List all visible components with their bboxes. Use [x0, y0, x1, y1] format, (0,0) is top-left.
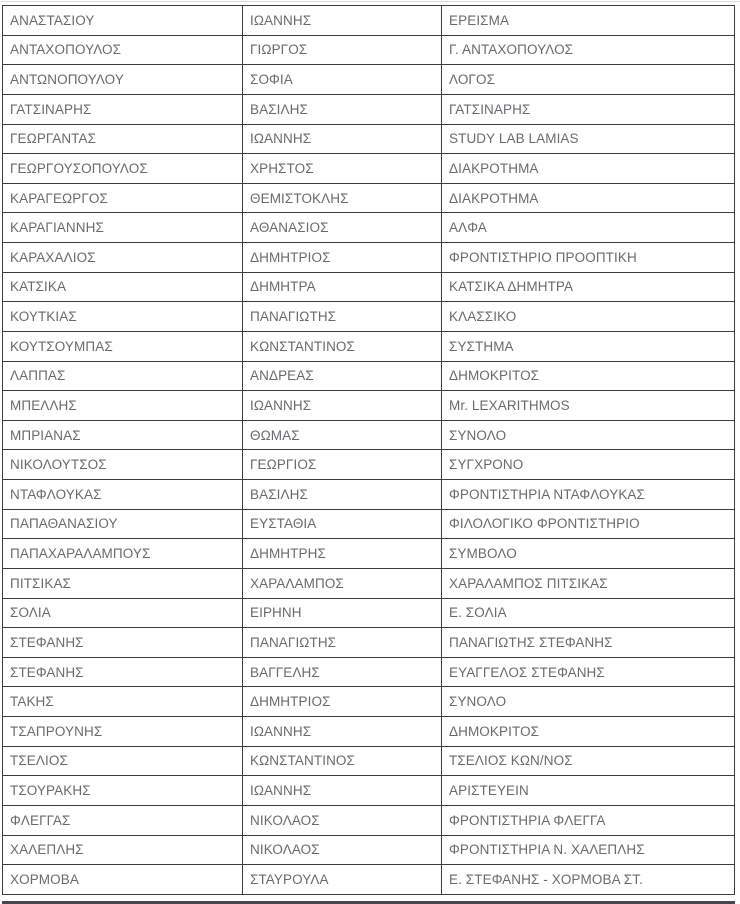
surname-cell: ΝΤΑΦΛΟΥΚΑΣ: [3, 480, 243, 510]
first-name-cell: ΔΗΜΗΤΡΗΣ: [243, 539, 442, 569]
first-name-cell: ΔΗΜΗΤΡΑ: [243, 272, 442, 302]
table-row: [3, 717, 735, 747]
first-name-cell: ΧΑΡΑΛΑΜΠΟΣ: [243, 568, 442, 598]
first-name-cell: ΝΙΚΟΛΑΟΣ: [243, 805, 442, 835]
school-name-cell: ΦΙΛΟΛΟΓΙΚΟ ΦΡΟΝΤΙΣΤΗΡΙΟ: [442, 509, 735, 539]
table-row: [3, 391, 735, 421]
table-row: [3, 539, 735, 569]
table-row: [3, 420, 735, 450]
surname-cell: ΜΠΕΛΛΗΣ: [3, 391, 243, 421]
first-name-cell: ΝΙΚΟΛΑΟΣ: [243, 835, 442, 865]
surname-cell: ΛΑΠΠΑΣ: [3, 361, 243, 391]
school-name-cell: ΓΑΤΣΙΝΑΡΗΣ: [442, 94, 735, 124]
surname-cell: ΣΤΕΦΑΝΗΣ: [3, 628, 243, 658]
table-row: [3, 835, 735, 865]
first-name-cell: ΙΩΑΝΝΗΣ: [243, 124, 442, 154]
first-name-cell: ΒΑΣΙΛΗΣ: [243, 94, 442, 124]
first-name-cell: ΧΡΗΣΤΟΣ: [243, 154, 442, 184]
surname-cell: ΚΑΡΑΧΑΛΙΟΣ: [3, 243, 243, 273]
school-name-cell: Mr. LEXARITHMOS: [442, 391, 735, 421]
first-name-cell: ΒΑΓΓΕΛΗΣ: [243, 657, 442, 687]
school-name-cell: ΕΡΕΙΣΜΑ: [442, 6, 735, 36]
surname-cell: ΓΕΩΡΓΑΝΤΑΣ: [3, 124, 243, 154]
school-name-cell: ΣΥΝΟΛΟ: [442, 420, 735, 450]
surname-cell: ΠΑΠΑΧΑΡΑΛΑΜΠΟΥΣ: [3, 539, 243, 569]
surname-cell: ΜΠΡΙΑΝΑΣ: [3, 420, 243, 450]
surname-cell: ΤΣΟΥΡΑΚΗΣ: [3, 776, 243, 806]
school-name-cell: ΔΗΜΟΚΡΙΤΟΣ: [442, 361, 735, 391]
table-row: [3, 598, 735, 628]
surname-cell: ΧΑΛΕΠΛΗΣ: [3, 835, 243, 865]
table-row: [3, 331, 735, 361]
surname-cell: ΝΙΚΟΛΟΥΤΣΟΣ: [3, 450, 243, 480]
school-name-cell: ΦΡΟΝΤΙΣΤΗΡΙΑ ΝΤΑΦΛΟΥΚΑΣ: [442, 480, 735, 510]
first-name-cell: ΘΩΜΑΣ: [243, 420, 442, 450]
first-name-cell: ΣΟΦΙΑ: [243, 65, 442, 95]
school-name-cell: ΦΡΟΝΤΙΣΤΗΡΙΟ ΠΡΟΟΠΤΙΚΗ: [442, 243, 735, 273]
surname-cell: ΚΑΡΑΓΕΩΡΓΟΣ: [3, 183, 243, 213]
first-name-cell: ΙΩΑΝΝΗΣ: [243, 717, 442, 747]
table-row: [3, 183, 735, 213]
first-name-cell: ΚΩΝΣΤΑΝΤΙΝΟΣ: [243, 746, 442, 776]
school-name-cell: ΦΡΟΝΤΙΣΤΗΡΙΑ Ν. ΧΑΛΕΠΛΗΣ: [442, 835, 735, 865]
first-name-cell: ΙΩΑΝΝΗΣ: [243, 776, 442, 806]
first-name-cell: ΓΕΩΡΓΙΟΣ: [243, 450, 442, 480]
members-table: [2, 5, 735, 895]
school-name-cell: Ε. ΣΟΛΙΑ: [442, 598, 735, 628]
table-row: [3, 776, 735, 806]
school-name-cell: Ε. ΣΤΕΦΑΝΗΣ - ΧΟΡΜΟΒΑ ΣΤ.: [442, 865, 735, 895]
first-name-cell: ΓΙΩΡΓΟΣ: [243, 35, 442, 65]
surname-cell: ΤΑΚΗΣ: [3, 687, 243, 717]
first-name-cell: ΙΩΑΝΝΗΣ: [243, 6, 442, 36]
first-name-cell: ΚΩΝΣΤΑΝΤΙΝΟΣ: [243, 331, 442, 361]
table-row: [3, 65, 735, 95]
school-name-cell: ΔΙΑΚΡΟΤΗΜΑ: [442, 154, 735, 184]
school-name-cell: ΚΑΤΣΙΚΑ ΔΗΜΗΤΡΑ: [442, 272, 735, 302]
surname-cell: ΚΟΥΤΣΟΥΜΠΑΣ: [3, 331, 243, 361]
table-row: [3, 628, 735, 658]
table-row: [3, 805, 735, 835]
school-name-cell: Γ. ΑΝΤΑΧΟΠΟΥΛΟΣ: [442, 35, 735, 65]
top-divider: [0, 1, 740, 2]
table-row: [3, 361, 735, 391]
first-name-cell: ΕΥΣΤΑΘΙΑ: [243, 509, 442, 539]
surname-cell: ΑΝΤΑΧΟΠΟΥΛΟΣ: [3, 35, 243, 65]
surname-cell: ΠΑΠΑΘΑΝΑΣΙΟΥ: [3, 509, 243, 539]
table-row: [3, 243, 735, 273]
first-name-cell: ΔΗΜΗΤΡΙΟΣ: [243, 687, 442, 717]
school-name-cell: ΚΛΑΣΣΙΚΟ: [442, 302, 735, 332]
school-name-cell: ΣΥΝΟΛΟ: [442, 687, 735, 717]
school-name-cell: ΑΡΙΣΤΕΥΕΙΝ: [442, 776, 735, 806]
first-name-cell: ΣΤΑΥΡΟΥΛΑ: [243, 865, 442, 895]
school-name-cell: ΦΡΟΝΤΙΣΤΗΡΙΑ ΦΛΕΓΓΑ: [442, 805, 735, 835]
surname-cell: ΤΣΕΛΙΟΣ: [3, 746, 243, 776]
first-name-cell: ΑΘΑΝΑΣΙΟΣ: [243, 213, 442, 243]
surname-cell: ΚΟΥΤΚΙΑΣ: [3, 302, 243, 332]
surname-cell: ΓΕΩΡΓΟΥΣΟΠΟΥΛΟΣ: [3, 154, 243, 184]
table-row: [3, 657, 735, 687]
table-row: [3, 568, 735, 598]
surname-cell: ΦΛΕΓΓΑΣ: [3, 805, 243, 835]
first-name-cell: ΕΙΡΗΝΗ: [243, 598, 442, 628]
surname-cell: ΠΙΤΣΙΚΑΣ: [3, 568, 243, 598]
table-row: [3, 865, 735, 895]
table-row: [3, 6, 735, 36]
school-name-cell: ΔΙΑΚΡΟΤΗΜΑ: [442, 183, 735, 213]
school-name-cell: ΧΑΡΑΛΑΜΠΟΣ ΠΙΤΣΙΚΑΣ: [442, 568, 735, 598]
surname-cell: ΣΟΛΙΑ: [3, 598, 243, 628]
school-name-cell: ΤΣΕΛΙΟΣ ΚΩΝ/ΝΟΣ: [442, 746, 735, 776]
table-row: [3, 480, 735, 510]
surname-cell: ΚΑΤΣΙΚΑ: [3, 272, 243, 302]
school-name-cell: STUDY LAB LAMIAS: [442, 124, 735, 154]
school-name-cell: ΠΑΝΑΓΙΩΤΗΣ ΣΤΕΦΑΝΗΣ: [442, 628, 735, 658]
first-name-cell: ΑΝΔΡΕΑΣ: [243, 361, 442, 391]
table-row: [3, 35, 735, 65]
surname-cell: ΑΝΑΣΤΑΣΙΟΥ: [3, 6, 243, 36]
table-row: [3, 450, 735, 480]
table-row: [3, 687, 735, 717]
surname-cell: ΓΑΤΣΙΝΑΡΗΣ: [3, 94, 243, 124]
table-row: [3, 154, 735, 184]
surname-cell: ΤΣΑΠΡΟΥΝΗΣ: [3, 717, 243, 747]
table-row: [3, 124, 735, 154]
school-name-cell: ΛΟΓΟΣ: [442, 65, 735, 95]
school-name-cell: ΔΗΜΟΚΡΙΤΟΣ: [442, 717, 735, 747]
surname-cell: ΣΤΕΦΑΝΗΣ: [3, 657, 243, 687]
table-row: [3, 302, 735, 332]
school-name-cell: ΣΥΣΤΗΜΑ: [442, 331, 735, 361]
first-name-cell: ΒΑΣΙΛΗΣ: [243, 480, 442, 510]
school-name-cell: ΣΥΜΒΟΛΟ: [442, 539, 735, 569]
table-row: [3, 272, 735, 302]
surname-cell: ΑΝΤΩΝΟΠΟΥΛΟΥ: [3, 65, 243, 95]
first-name-cell: ΘΕΜΙΣΤΟΚΛΗΣ: [243, 183, 442, 213]
table-row: [3, 509, 735, 539]
school-name-cell: ΑΛΦΑ: [442, 213, 735, 243]
members-table-body: [3, 6, 735, 895]
first-name-cell: ΔΗΜΗΤΡΙΟΣ: [243, 243, 442, 273]
surname-cell: ΚΑΡΑΓΙΑΝΝΗΣ: [3, 213, 243, 243]
surname-cell: ΧΟΡΜΟΒΑ: [3, 865, 243, 895]
first-name-cell: ΠΑΝΑΓΙΩΤΗΣ: [243, 628, 442, 658]
school-name-cell: ΣΥΓΧΡΟΝΟ: [442, 450, 735, 480]
table-row: [3, 94, 735, 124]
table-row: [3, 213, 735, 243]
table-row: [3, 746, 735, 776]
school-name-cell: ΕΥΑΓΓΕΛΟΣ ΣΤΕΦΑΝΗΣ: [442, 657, 735, 687]
first-name-cell: ΙΩΑΝΝΗΣ: [243, 391, 442, 421]
first-name-cell: ΠΑΝΑΓΙΩΤΗΣ: [243, 302, 442, 332]
